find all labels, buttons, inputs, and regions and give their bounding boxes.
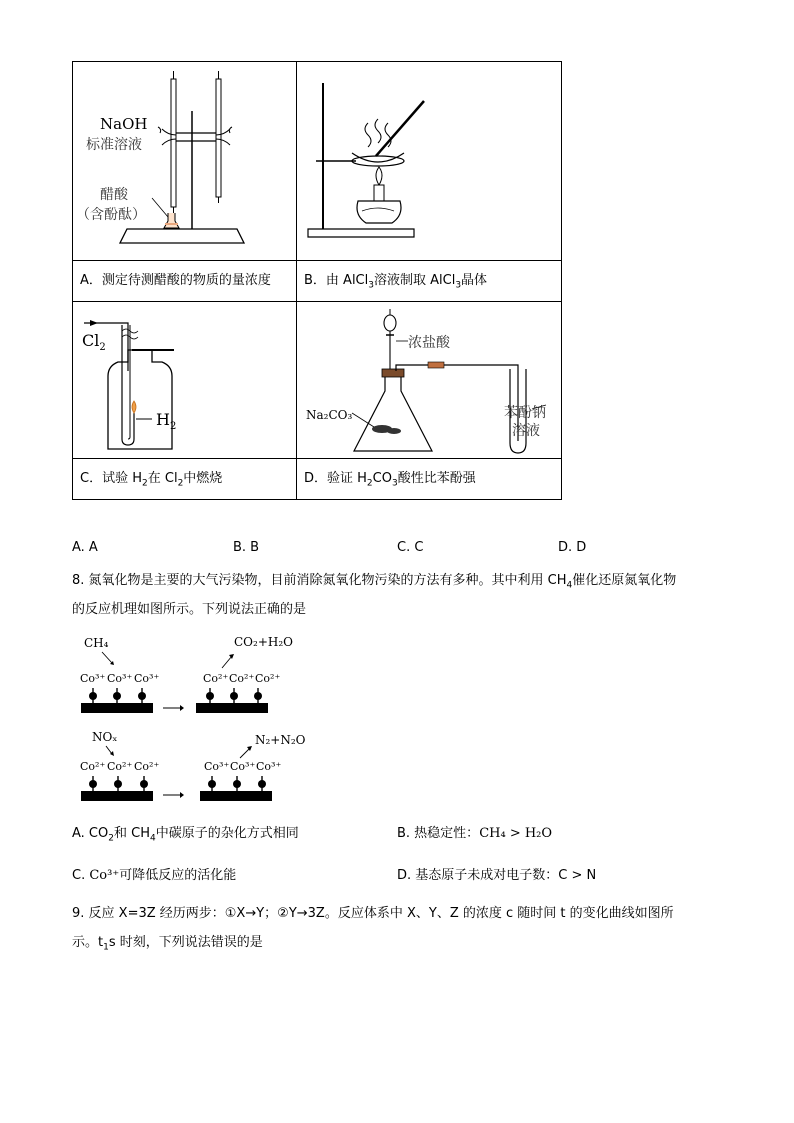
q9-stem-line2: 示。$t_1s$ 时刻，下列说法错误的是	[72, 935, 263, 953]
cobalt2-ion-5: Co²⁺	[107, 760, 133, 773]
cobalt2-ion-1: Co²⁺	[203, 672, 229, 685]
q8-option-a[interactable]: A. $CO_2$和 $CH_4$中碳原子的杂化方式相同	[72, 826, 299, 844]
caption-b: B．由 AlCl$_3$溶液制取 AlCl$_3$晶体	[304, 273, 488, 291]
reaction-mechanism-diagram	[72, 628, 312, 808]
standard-solution-label: 标准溶液	[86, 137, 142, 153]
evaporation-apparatus-figure	[296, 61, 562, 261]
q8-option-c[interactable]: C. Co³⁺可降低反应的活化能	[72, 868, 237, 883]
solution-label: 溶液	[512, 423, 540, 439]
sodium-phenoxide-label: 苯酚钠	[504, 405, 546, 421]
cobalt3-ion-2: Co³⁺	[107, 672, 133, 685]
q7-option-a[interactable]: A. A	[72, 540, 98, 555]
caption-c: C．试验 $H_2$在 $Cl_2$中燃烧	[80, 471, 223, 489]
conc-hcl-label: 浓盐酸	[408, 335, 450, 351]
cobalt3-ion-1: Co³⁺	[80, 672, 106, 685]
chlorine-label: $Cl_2$	[82, 331, 106, 353]
cobalt3-ion-3: Co³⁺	[134, 672, 160, 685]
q7-option-c[interactable]: C. C	[397, 540, 424, 555]
q9-stem-line1: 9. 反应 X=3Z 经历两步：①X→Y；②Y→3Z。反应体系中 X、Y、Z 的浓度 c 随时间 t 的变化曲线如图所	[72, 906, 674, 921]
caption-a: A．测定待测醋酸的物质的量浓度	[80, 273, 271, 288]
naoh-label: NaOH	[100, 115, 148, 133]
q8-option-b[interactable]: B. 热稳定性：CH₄ > H₂O	[397, 826, 553, 841]
q7-option-b[interactable]: B. B	[233, 540, 260, 555]
cobalt2-ion-6: Co²⁺	[134, 760, 160, 773]
q8-stem-line2: 的反应机理如图所示。下列说法正确的是	[72, 602, 307, 617]
cobalt3-ion-6: Co³⁺	[256, 760, 282, 773]
carbonic-acid-figure	[296, 301, 562, 459]
cobalt3-ion-4: Co³⁺	[204, 760, 230, 773]
hydrogen-label: $H_2$	[156, 410, 177, 432]
caption-d: D．验证 $H_2CO_3$酸性比苯酚强	[304, 471, 476, 489]
nox-label: NOₓ	[92, 730, 118, 744]
cobalt2-ion-4: Co²⁺	[80, 760, 106, 773]
q8-option-d[interactable]: D. 基态原子未成对电子数：C > N	[397, 868, 597, 883]
acetic-acid-label: 醋酸	[100, 187, 128, 203]
hydrogen-combustion-figure	[72, 301, 297, 459]
cobalt2-ion-2: Co²⁺	[229, 672, 255, 685]
n2-n2o-label: N₂+N₂O	[255, 733, 306, 747]
co2-h2o-label: CO₂+H₂O	[234, 635, 293, 649]
cobalt2-ion-3: Co²⁺	[255, 672, 281, 685]
methane-label: CH₄	[84, 636, 109, 650]
q8-stem-line1: 8. 氮氧化物是主要的大气污染物，目前消除氮氧化物污染的方法有多种。其中利用 $CH_4$催化还原氮氧化物	[72, 573, 677, 591]
phenolphthalein-label: （含酚酞）	[76, 207, 146, 223]
titration-apparatus-figure	[72, 61, 297, 261]
q7-option-d[interactable]: D. D	[558, 540, 587, 555]
cobalt3-ion-5: Co³⁺	[230, 760, 256, 773]
apparatus-table	[72, 61, 562, 500]
sodium-carbonate-label: Na₂CO₃	[306, 408, 353, 422]
